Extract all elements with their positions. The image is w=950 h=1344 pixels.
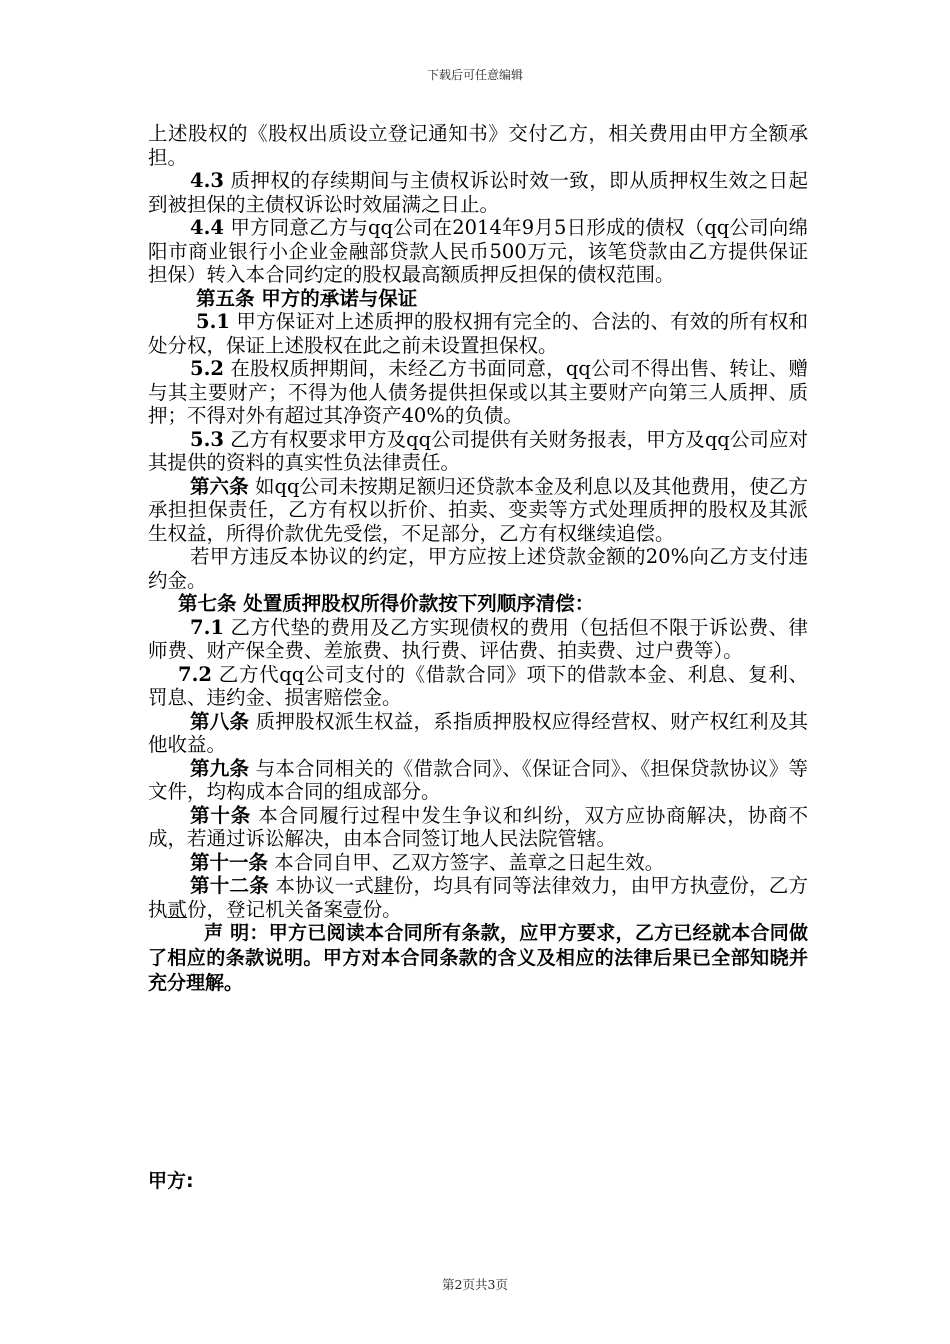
paragraph-4-2-end: 上述股权的《股权出质设立登记通知书》交付乙方，相关费用由甲方全额承担。 <box>148 122 808 169</box>
clause-5-2: 5.2 在股权质押期间，未经乙方书面同意，qq公司不得出售、转让、赠与其主要财产；不得为他人债务提供担保或以其主要财产向第三人质押、质押；不得对外有超过其净资产40%的负债。 <box>148 357 808 427</box>
clause-number: 5.3 <box>190 427 224 451</box>
article-6-penalty: 若甲方违反本协议的约定，甲方应按上述贷款金额的20%向乙方支付违约金。 <box>148 545 808 592</box>
page-header: 下载后可任意编辑 <box>426 68 523 82</box>
article-7-title: 第七条 处置质押股权所得价款按下列顺序清偿： <box>178 592 595 615</box>
clause-7-1: 7.1 乙方代垫的费用及乙方实现债权的费用（包括但不限于诉讼费、律师费、财产保全费、差旅费、执行费、评估费、拍卖费、过户费等）。 <box>148 615 808 662</box>
clause-number: 7.2 <box>178 662 212 686</box>
article-label: 第八条 <box>190 709 250 733</box>
article-label: 第十二条 <box>190 874 269 897</box>
article-10: 第十条 本合同履行过程中发生争议和纠纷，双方应协商解决，协商不成，若通过诉讼解决，由本合同签订地人民法院管辖。 <box>148 803 808 850</box>
contract-body <box>148 122 808 996</box>
clause-4-4: 4.4 甲方同意乙方与qq公司在2014年9月5日形成的债权（qq公司向绵阳市商业银行小企业金融部贷款人民币500万元，该笔贷款由乙方提供保证担保）转入本合同约定的股权最高额质押反担保的债权范围。 <box>148 216 808 286</box>
clause-5-1: 5.1 甲方保证对上述质押的股权拥有完全的、合法的、有效的所有权和处分权，保证上述股权在此之前未设置担保权。 <box>148 310 808 357</box>
clause-number: 4.3 <box>190 169 224 192</box>
article-label: 第九条 <box>190 756 250 780</box>
article-6: 第六条 如qq公司未按期足额归还贷款本金及利息以及其他费用，使乙方承担担保责任，乙方有权以折价、拍卖、变卖等方式处理质押的股权及其派生权益，所得价款优先受偿，不足部分，乙方有权继续追偿。 <box>148 474 808 545</box>
article-9: 第九条 与本合同相关的《借款合同》、《保证合同》、《担保贷款协议》等文件，均构成本合同的组成部分。 <box>148 756 808 803</box>
clause-5-3: 5.3 乙方有权要求甲方及qq公司提供有关财务报表，甲方及qq公司应对其提供的资料的真实性负法律责任。 <box>148 427 808 474</box>
clause-7-2: 7.2 乙方代qq公司支付的《借款合同》项下的借款本金、利息、复利、罚息、违约金、损害赔偿金。 <box>148 662 808 709</box>
article-label: 第十条 <box>190 803 252 827</box>
article-label: 第十一条 <box>190 850 269 874</box>
clause-number: 5.1 <box>196 310 230 333</box>
article-11: 第十一条 本合同自甲、乙双方签字、盖章之日起生效。 <box>190 850 665 874</box>
article-label: 第六条 <box>190 474 249 498</box>
clause-number: 5.2 <box>190 357 224 380</box>
clause-4-3: 4.3 质押权的存续期间与主债权诉讼时效一致，即从质押权生效之日起到被担保的主债权诉讼时效届满之日止。 <box>148 169 808 216</box>
page-footer: 第2页共3页 <box>442 1277 508 1292</box>
clause-number: 7.1 <box>190 615 224 639</box>
article-12: 第十二条 本协议一式肆份，均具有同等法律效力，由甲方执壹份，乙方执贰份，登记机关备案壹份。 <box>148 874 808 921</box>
clause-number: 4.4 <box>190 216 224 239</box>
article-5-title: 第五条 甲方的承诺与保证 <box>196 286 418 310</box>
declaration: 声 明：甲方已阅读本合同所有条款，应甲方要求，乙方已经就本合同做了相应的条款说明。甲方对本合同条款的含义及相应的法律后果已全部知晓并充分理解。 <box>148 922 808 994</box>
article-8: 第八条 质押股权派生权益，系指质押股权应得经营权、财产权红利及其他收益。 <box>148 709 808 756</box>
party-a-signature-label: 甲方: <box>148 1170 194 1192</box>
